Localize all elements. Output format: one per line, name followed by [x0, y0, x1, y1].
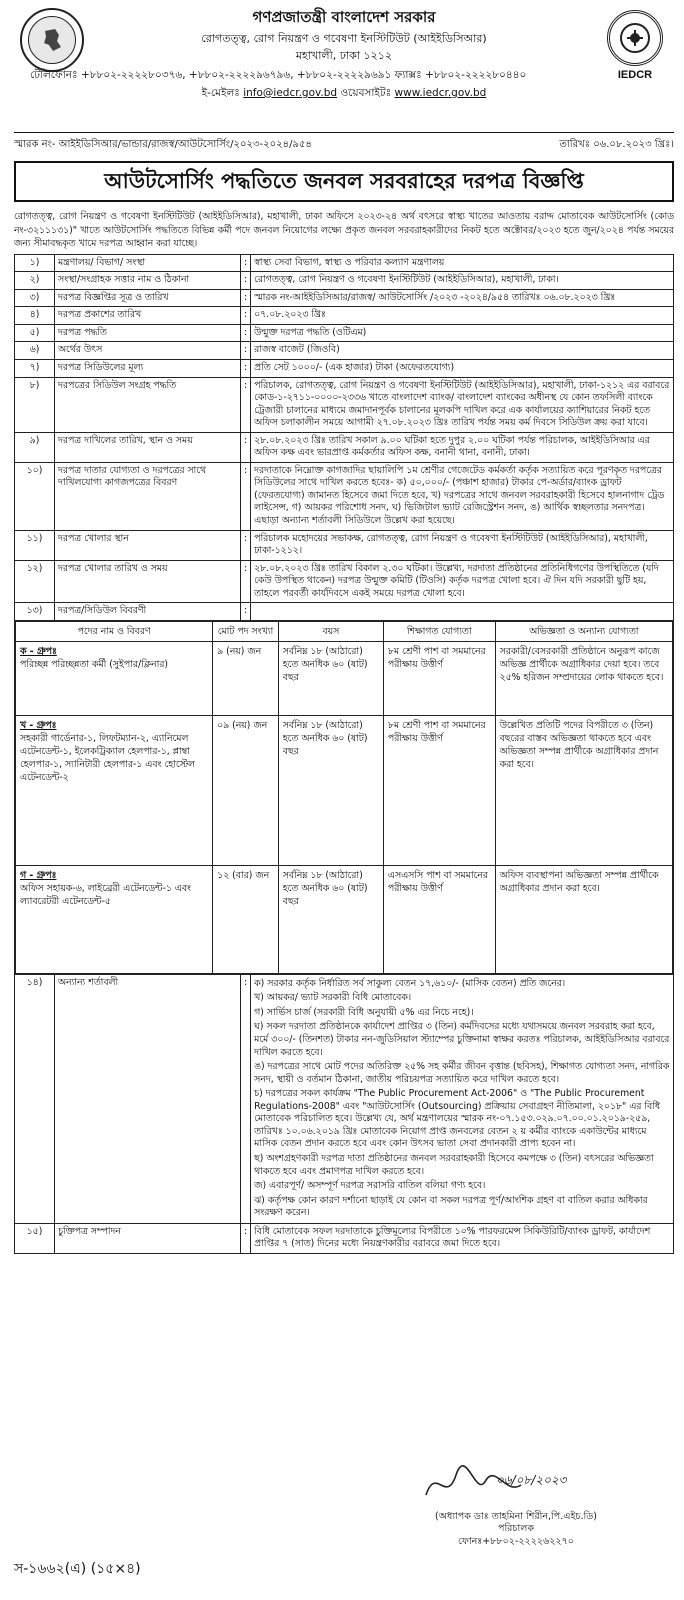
government-title: গণপ্রজাতন্ত্রী বাংলাদেশ সরকার: [252, 8, 436, 26]
position-row: [16, 715, 673, 865]
table-row: [15, 560, 674, 603]
row-colon: :: [241, 377, 251, 432]
row-label: অর্থের উৎস: [55, 342, 241, 360]
row-value: স্মারক নং-আইইডিসিআর/রাজস্ব/ আউটসোর্সিং /২০২৩ -২০২৪/৯৫৪ তারিখঃ ০৬.০৮.২০২৩ খ্রিঃ: [251, 289, 674, 307]
row-number: ১০): [15, 462, 55, 530]
row-value: পরিচালক মহোদয়ের সভাকক্ষ, রোগতত্ত্ব, রোগ নিয়ন্ত্রণ ও গবেষণা ইনস্টিটিউট (আইইডিসিআর), মহাখালী, ঢাকা-১২১২।: [251, 530, 674, 560]
position-group: ক - গ্রুপঃ: [20, 645, 57, 657]
position-experience: সরকারী/বেসরকারী প্রতিষ্ঠানে অনুরূপ কাজে অভিজ্ঞ প্রার্থীকে অগ্রাধিকার দেয়া হবে। তবে ২৫% হরিজন সম্প্রদায়ের লোক থাকতে হবে।: [495, 641, 672, 715]
row-label: দরপত্র/সিডিউল বিবরণী: [55, 603, 241, 621]
row-label: চুক্তিপত্র সম্পাদন: [55, 1223, 241, 1253]
position-experience: উল্লেখিত প্রতিটি পদের বিপরীতে ৩ (তিন) বছরের বাস্তব অভিজ্ঞতা থাকতে হবে এবং অভিজ্ঞতা সম্পন্ন প্রার্থীকে অগ্রাধিকার প্রদান করা হবে।: [495, 715, 672, 865]
row-value: রাজস্ব বাজেট (জিওবি): [251, 342, 674, 360]
row-number: ৭): [15, 359, 55, 377]
row-value: ০৭.০৮.২০২৩ খ্রিঃ: [251, 307, 674, 325]
memo-date: তারিখঃ ০৬.০৮.২০২৩ খ্রিঃ।: [559, 139, 674, 150]
position-group: গ - গ্রুপঃ: [20, 869, 57, 881]
signatory-name: (অধ্যাপক ডাঃ তাহমিনা শিরীন,পি.এইচ.ডি): [435, 1511, 597, 1522]
table-row: [15, 359, 674, 377]
row-number: ১১): [15, 530, 55, 560]
row-colon: :: [241, 324, 251, 342]
table-row: [15, 432, 674, 462]
row-colon: :: [241, 342, 251, 360]
signatory-title: পরিচালক: [498, 1523, 534, 1535]
term-item: জ) এবারপূর্ণ/ অসম্পূর্ণ দরপত্র সরাসরি বাতিল বলিয়া গণ্য হবে।: [254, 1180, 486, 1192]
row-colon: :: [241, 530, 251, 560]
position-age: সর্বনিম্ন ১৮ (আঠারো) হতে অনধিক ৬০ (ষাট) বছর: [278, 641, 383, 715]
row-number: ৬): [15, 342, 55, 360]
table-row: [15, 974, 674, 1223]
position-count: ০৯ (নয়) জন: [213, 715, 279, 865]
letterhead: [14, 6, 674, 132]
row-colon: :: [241, 272, 251, 290]
row-label: দরপত্র প্রকাশের তারিখ: [55, 307, 241, 325]
intro-paragraph: রোগতত্ত্ব, রোগ নিয়ন্ত্রণ ও গবেষণা ইনস্টিটিউট (আইইডিসিআর), মহাখালী, ঢাকা অফিসে ২০২৩-২৪ অর্থ বৎসরে স্বাস্থ্য খাতের আওতায় বরাদ্দ মোতাবেক আউটসোর্সিং (কোড নং-৩২১১১৩১)" খাতে আউটসোর্সিং পদ্ধতিতে বিভিন্ন কর্মী পদে জনবল নিয়োগের লক্ষ্যে প্রকৃত জনবল সরবরাহকারীদের নিকট হতে অক্টোবর/২০২৩ হতে জুন/২০২৪ পর্যন্ত সময়ের জন্য সীমাবদ্ধকৃত খামে দরপত্র আহ্বান করা যাচ্ছে।: [14, 211, 674, 250]
positions-header: বয়স: [278, 621, 383, 641]
table-row: [15, 254, 674, 272]
positions-cell: [15, 620, 674, 974]
row-label: সংস্থা/সংগ্রাহক সত্তার নাম ও ঠিকানা: [55, 272, 241, 290]
term-item: খ) আয়কর/ ভ্যাট সরকারী বিধি মোতাবেক।: [254, 992, 412, 1004]
table-row: [15, 272, 674, 290]
table-row: [15, 377, 674, 432]
row-number: ১): [15, 254, 55, 272]
bangladesh-emblem-icon: [20, 8, 84, 72]
position-experience: অফিস ব্যবস্থাপনা অভিজ্ঞতা সম্পন্ন প্রার্থীকে অগ্রাধিকার প্রদান করা হবে।: [495, 865, 672, 973]
notice-title: আউটসোর্সিং পদ্ধতিতে জনবল সরবরাহের দরপত্র বিজ্ঞপ্তি: [14, 161, 674, 202]
position-row: [16, 865, 673, 973]
position-desc: পরিচ্ছন্ন পরিচ্ছন্নতা কর্মী (সুইপার/ক্লিনার): [20, 658, 169, 670]
row-label: মন্ত্রণালয়/ বিভাগ/ সংস্থা: [55, 254, 241, 272]
row-colon: :: [241, 974, 251, 1223]
row-number: ১৫): [15, 1223, 55, 1253]
row-value: উন্মুক্ত দরপত্র পদ্ধতি (ওটিএম): [251, 324, 674, 342]
table-row: [15, 530, 674, 560]
row-colon: :: [241, 560, 251, 603]
iedcr-logo-icon: [604, 10, 666, 84]
table-row: [15, 307, 674, 325]
row-colon: :: [241, 289, 251, 307]
position-group: খ - গ্রুপঃ: [20, 719, 57, 731]
row-colon: :: [241, 359, 251, 377]
position-count: ৯ (নয়) জন: [213, 641, 279, 715]
position-count: ১২ (বার) জন: [213, 865, 279, 973]
row-value: রোগতত্ত্ব, রোগ নিয়ন্ত্রণ ও গবেষণা ইনস্টিটিউট (আইইডিসিআর), মহাখালী, ঢাকা।: [251, 272, 674, 290]
signature-date: ০৬/০৮/২০২৩: [496, 1473, 567, 1487]
institute-name: রোগতত্ত্ব, রোগ নিয়ন্ত্রণ ও গবেষণা ইনস্টিটিউট (আইইডিসিআর): [201, 31, 487, 45]
position-name: [16, 641, 213, 715]
signatory-phone: ফোনঃ+৮৮০২-২২২২৬২২৭০: [458, 1535, 574, 1547]
row-value: বিধি মোতাবেক সফল দরদাতাকে চুক্তিমূল্যের বিপরীতে ১০% পারফরমেন্স সিকিউরিটি/ব্যাংক ড্রাফট, কার্যাদেশ প্রাপ্তির ৭ (সাত) দিনের মধ্যে নিয়ন্ত্রণকারীর বরাবরে জমা দিতে হবে।: [251, 1223, 674, 1253]
memo-line: [14, 132, 674, 151]
website-link[interactable]: www.iedcr.gov.bd: [394, 86, 487, 99]
position-desc: সহকারী গার্ডেনার-১, লিফটম্যান-২, এ্যানিমেল এটেনডেন্ট-১, ইলেকট্রিক্যাল হেলপার-১, প্লাম্বা হেলপার-১, স্যানিটারী হেলপার-১ এবং হোস্টেল এটেনডেন্ট-২: [20, 732, 195, 783]
row-value: প্রতি সেট ১০০০/- (এক হাজার) টাকা (অফেরতযোগ্য): [251, 359, 674, 377]
row-label: অন্যান্য শর্তাবলী: [55, 974, 241, 1223]
positions-row: [15, 620, 674, 974]
term-item: ঝ) কর্তৃপক্ষ কোন কারণ দর্শানো ছাড়াই যে কোন বা সকল দরপত্র পূর্ণ/আংশিক গ্রহণ বা বাতিল করার অধিকার সংরক্ষণ করেন।: [254, 1194, 648, 1219]
row-value: [251, 603, 674, 621]
position-desc: অফিস সহায়ক-৬, লাইব্রেরী এটেনডেন্ট-১ এবং ল্যাবরেটরী এটেনডেন্ট-৫: [20, 882, 192, 907]
email-label: ই-মেইলঃ: [201, 86, 240, 99]
row-number: ১৩): [15, 603, 55, 621]
signature-block: [366, 1455, 666, 1548]
row-value: স্বাস্থ্য সেবা বিভাগ, স্বাস্থ্য ও পরিবার কল্যাণ মন্ত্রণালয়: [251, 254, 674, 272]
position-name: [16, 865, 213, 973]
row-colon: :: [241, 1223, 251, 1253]
row-colon: :: [241, 462, 251, 530]
memo-reference: স্মারক নং- আইইডিসিআর/ভান্ডার/রাজস্ব/আউটসোর্সিং/২০২৩-২০২৪/৯৫৪: [14, 139, 312, 150]
footer-code: স-১৬৬২(এ) (১৫×৪): [14, 1561, 141, 1577]
row-label: দরপত্র সিডিউলের মূল্য: [55, 359, 241, 377]
website-label: ওয়েবসাইটঃ: [340, 86, 392, 99]
terms-list: [251, 974, 674, 1223]
row-value: ২৮.০৮.২০২৩ খ্রিঃ তারিখ সকাল ৯.০০ ঘটিকা হতে দুপুর ২.০০ ঘটিকা পর্যন্ত পরিচালক, আইইডিসিআর এর অফিস কক্ষ এবং ভারপ্রাপ্ত কর্মকর্তার অফিস কক্ষ, বনানী থানা, বনানী, ঢাকা।: [251, 432, 674, 462]
position-name: [16, 715, 213, 865]
row-value: ২৮.০৮.২০২৩ খ্রিঃ তারিখ বিকাল ২.৩০ ঘটিকা। উল্লেখ্য, দরদাতা প্রতিষ্ঠানের প্রতিনিধিগণের উপস্থিতিতে (যদি কেউ উপস্থিত থাকেন) দরপত্র উন্মুক্ত কমিটি (টিওসি) কর্তৃক দরপত্র খোলা হবে। ঐ দিন যদি সরকারী ছুটি হয়, তাহলে পরবর্তী কার্যদিবসে একই সময়ে দরপত্র খোলা হবে।: [251, 560, 674, 603]
row-colon: :: [241, 307, 251, 325]
row-label: দরপত্র পদ্ধতি: [55, 324, 241, 342]
table-row: [15, 462, 674, 530]
row-number: ৫): [15, 324, 55, 342]
table-row: [15, 603, 674, 621]
table-row: [15, 324, 674, 342]
row-label: দরপত্র বিজ্ঞপ্তির সূত্র ও তারিখ: [55, 289, 241, 307]
row-value: দরদাতাকে নিম্নোক্ত কাগজাদির ছায়ালিপি ১ম শ্রেণীর গেজেটেড কর্মকর্তা কর্তৃক সত্যায়িত করে পূরণকৃত দরপত্রের সিডিউলের সাথে দাখিল করতে হবেঃ- ক) ৫০,০০০/- (পঞ্চাশ হাজার) টাকার পে-অর্ডার/ব্যাংক ড্রাফট (ফেরতযোগ্য) জামানত হিসেবে জমা দিতে হবে, খ) দরপত্রের সাথে জনবল সরবরাহকারী হিসেবে হালনাগাদ ট্রেড লাইসেন্স, গ) আয়কর পরিশোধ সনদ, ঘ) ভিজিটাল ভ্যাট রেজিস্ট্রেশন সনদ, ঙ) আর্থিক স্বচ্ছলতার সনদপত্র। এছাড়া অন্যান্য শর্তাবলী সিডিউলে উল্লেখ করা হয়েছে।: [251, 462, 674, 530]
table-row: [15, 289, 674, 307]
row-number: ৮): [15, 377, 55, 432]
positions-header: পদের নাম ও বিবরণ: [16, 621, 213, 641]
position-education: ৮ম শ্রেণী পাশ বা সমমানের পরীক্ষায় উত্তীর্ণ: [383, 641, 495, 715]
logo-caption: IEDCR: [617, 69, 653, 81]
row-number: ১২): [15, 560, 55, 603]
table-row: [15, 1223, 674, 1253]
position-age: সর্বনিম্ন ১৮ (আঠারো) হতে অনধিক ৬০ (ষাট) বছর: [278, 715, 383, 865]
position-row: [16, 641, 673, 715]
row-label: দরপত্র খোলার তারিখ ও সময়: [55, 560, 241, 603]
phone-fax-line: টেলিফোনঃ +৮৮০২-২২২২৮০৩৭৬, +৮৮০২-২২২২৯৬৭৯৬, +৮৮০২-২২২২৯৬৯১ ফ্যাক্সঃ +৮৮০২-২২২২৮০৪৪০: [30, 69, 527, 82]
contact-line: [14, 87, 674, 101]
row-number: ৪): [15, 307, 55, 325]
term-item: ক) সরকার কর্তৃক নির্ধারিত সর্ব সাকুল্য বেতন ১৭,৬১০/- (মাসিক বেতন) প্রতি জনের।: [254, 977, 566, 989]
position-education: এসএসসি পাশ বা সমমানের পরীক্ষায় উত্তীর্ণ: [383, 865, 495, 973]
institute-address: মহাখালী, ঢাকা ১২১২: [295, 48, 393, 62]
email-link[interactable]: info@iedcr.gov.bd: [243, 86, 338, 99]
term-item: গ) সার্ভিস চার্জ (সরকারী বিধি অনুযায়ী ৫% এর নিচে নহে)।: [254, 1006, 474, 1018]
positions-table: [15, 621, 673, 974]
row-label: দরপত্র দাখিলের তারিখ, স্থান ও সময়: [55, 432, 241, 462]
row-label: দরপত্র খোলার স্থান: [55, 530, 241, 560]
tender-details-table: [14, 254, 674, 1254]
row-value: পরিচালক, রোগতত্ত্ব, রোগ নিয়ন্ত্রণ ও গবেষণা ইনস্টিটিউট (আইইডিসিআর), মহাখালী, ঢাকা-১২১২ এর বরাবরে কোড-১-২৭১১-০০০০-২৩৩৬ খাতে বাংলাদেশ ব্যাংক/ বাংলাদেশ ব্যাংকের অধীনস্থ যে কোন তফসিলী ব্যাংকে ট্রেজারী চালানের মাধ্যমে জমাদানপূর্বক চালানের মূলকপি দাখিল করে এক কার্যালয়ের ক্যাশিয়ারের নিকট হতে অফিস চলাকালীন সময়ে আগামী ২৭.০৮.২০২৩ খ্রিঃ তারিখ পর্যন্ত সময় কর্ম দিবসে সিডিউল ক্রয় করা যাবে।: [251, 377, 674, 432]
positions-header: শিক্ষাগত যোগ্যতা: [383, 621, 495, 641]
row-number: ১৪): [15, 974, 55, 1223]
positions-header: অভিজ্ঞতা ও অন্যান্য যোগ্যতা: [495, 621, 672, 641]
row-number: ৩): [15, 289, 55, 307]
positions-header: মোট পদ সংখ্যা: [213, 621, 279, 641]
row-number: ২): [15, 272, 55, 290]
row-number: ৯): [15, 432, 55, 462]
position-age: সর্বনিম্ন ১৮ (আঠারো) হতে অনধিক ৬০ (ষাট) বছর: [278, 865, 383, 973]
position-education: ৮ম শ্রেণী পাশ বা সমমানের পরীক্ষায় উত্তীর্ণ: [383, 715, 495, 865]
term-item: চ) দরপত্রের সকল কার্যক্রম "The Public Procurement Act-2006" ও "The Public Procurement Regulations-2008" এবং "আউটসোর্সিং (Outsourcing) প্রক্রিয়ায় সেবাগ্রহণ নীতিমালা, ২০১৮" এর বিধি মোতাবেক পরিচালিত হবে। উল্লেখ্য যে, অর্থ মন্ত্রণালয়ের স্মারক নং-০৭.১৫৩.০২৯.০৭.০০.০১.২০১৯-২৫৯, তারিখঃ ১০.০৬.২০১৯ খ্রিঃ মোতাবেক নিয়োগ প্রাপ্ত জনবলের বেতন ২ য় কর্মীর ব্যাংকে একাউন্টের মাধ্যমে মাসিক বেতন প্রদান করতে হবে এবং কোন উৎসব ভাতা সেবা প্রদানকারী প্রাপ্য হবেন না।: [254, 1088, 661, 1150]
row-colon: :: [241, 254, 251, 272]
term-item: ঘ) সকল দরদাতা প্রতিষ্ঠানকে কার্যাদেশ প্রাপ্তির ৩ (তিন) কর্মদিবসের মধ্যে যথাসময়ে জনবল সরবরাহ করা হবে, মর্মে ৩০০/- (তিনশত) টাকার নন-জুডিসিয়াল স্ট্যাম্পের চুক্তিনামা স্বাক্ষর করতঃ পরিচালক, আইইডিসিআর বরাবরে দাখিল করতে হবে।: [254, 1021, 670, 1058]
row-colon: :: [241, 603, 251, 621]
row-label: দরপত্র দাতার যোগ্যতা ও দরপত্রের সাথে দাখিলযোগ্য কাগজপত্রের বিবরণ: [55, 462, 241, 530]
row-colon: :: [241, 432, 251, 462]
row-label: দরপত্রের সিডিউল সংগ্রহ পদ্ধতি: [55, 377, 241, 432]
table-row: [15, 342, 674, 360]
term-item: ঙ) দরপত্রের সাথে মোট পদের অতিরিক্ত ২৫% সহ কর্মীর জীবন বৃত্তান্ত (ছবিসহ), শিক্ষাগত যোগ্যতা সনদ, নাগরিক সনদ, স্থায়ী ও বর্তমান ঠিকানা, জাতীয় পরিচয়পত্র সত্যায়িত করে দাখিল করতে হবে।: [254, 1061, 670, 1085]
term-item: ছ) অংশগ্রহণকারী দরপত্র দাতা প্রতিষ্ঠানের জনবল সরবরাহকারী হিসেবে কমপক্ষে ৩ (তিন) বৎসরের অভিজ্ঞতা থাকতে হবে এবং প্রমাণপত্র দাখিল করতে হবে।: [254, 1152, 654, 1177]
